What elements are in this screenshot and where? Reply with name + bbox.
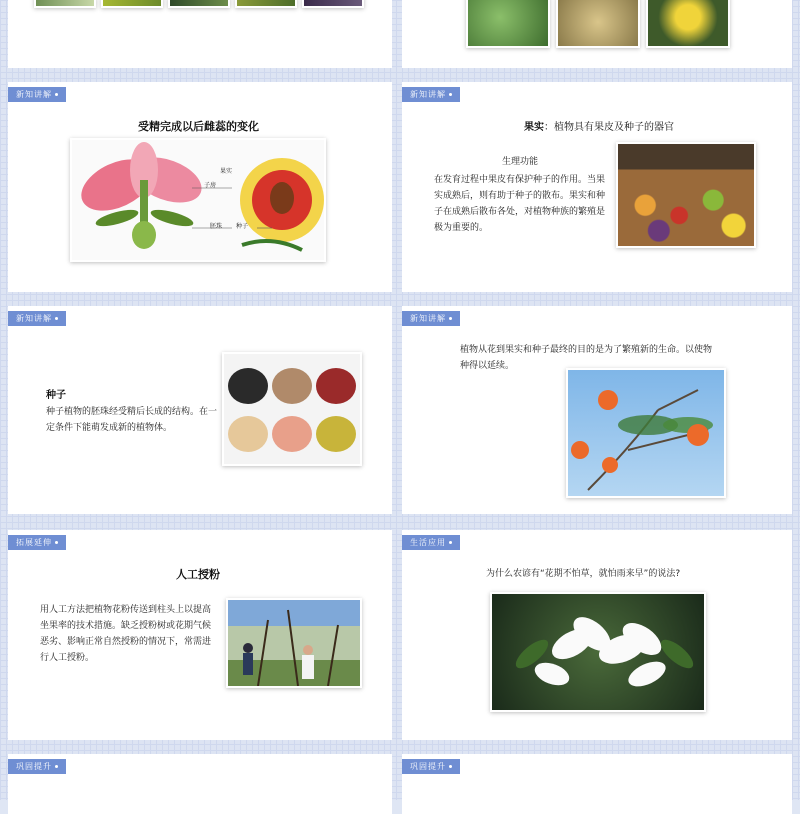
flower-diagram — [70, 138, 326, 262]
slide-seed[interactable] — [8, 306, 392, 514]
slide-life-application[interactable] — [402, 530, 792, 740]
tree-flowers-image — [566, 368, 726, 498]
section-tag: 巩固提升 — [8, 759, 66, 774]
section-tag: 新知讲解 — [8, 87, 66, 102]
diagram-label-fruit: 果实 — [220, 168, 233, 175]
section-tag: 新知讲解 — [402, 87, 460, 102]
seeds-image — [222, 352, 362, 466]
slide-consolidation-right[interactable] — [402, 754, 792, 814]
slide-fruit[interactable] — [402, 82, 792, 292]
slide-reproduction[interactable] — [402, 306, 792, 514]
section-tag: 新知讲解 — [8, 311, 66, 326]
seed-body: 种子植物的胚珠经受精后长成的结构。在一定条件下能萌发成新的植物体。 — [46, 407, 218, 433]
reproduction-body: 植物从花到果实和种子最终的目的是为了繁殖新的生命。以使物种得以延续。 — [460, 345, 713, 371]
thumb-image — [235, 0, 297, 8]
thumb-image — [101, 0, 163, 8]
fruit-definition: ：植物具有果皮及种子的器官 — [544, 122, 674, 133]
plant-image — [466, 0, 550, 48]
slide-fertilization[interactable] — [8, 82, 392, 292]
slide-title: 受精完成以后雌蕊的变化 — [138, 120, 259, 133]
white-lily-image — [490, 592, 706, 712]
diagram-label-seed: 种子 — [236, 223, 249, 230]
diagram-label-ovary: 子房 — [204, 182, 217, 189]
section-tag: 拓展延伸 — [8, 535, 66, 550]
function-body: 在发育过程中果皮有保护种子的作用。当果实成熟后，则有助于种子的散布。果实和种子在成熟后散布各处，对植物种族的繁殖是极为重要的。 — [434, 175, 606, 233]
fruit-term: 果实 — [524, 122, 544, 133]
orchard-image — [226, 598, 362, 688]
orchard-workers-illustration — [228, 600, 360, 686]
function-subtitle: 生理功能 — [502, 157, 539, 167]
question-text: 为什么农谚有“花期不怕草，就怕雨来早”的说法? — [486, 569, 681, 579]
thumb-image — [168, 0, 230, 8]
section-tag: 生活应用 — [402, 535, 460, 550]
plant-image — [646, 0, 730, 48]
slide-top-right[interactable] — [402, 0, 792, 68]
tree-branch-illustration — [568, 370, 724, 496]
slide-title — [524, 118, 674, 133]
section-tag: 新知讲解 — [402, 311, 460, 326]
slide-title: 人工授粉 — [176, 568, 220, 581]
slide-consolidation-left[interactable] — [8, 754, 392, 814]
diagram-label-ovule: 胚珠 — [210, 223, 223, 230]
plant-image — [556, 0, 640, 48]
slide-top-left[interactable] — [8, 0, 392, 68]
thumb-image — [34, 0, 96, 8]
fruit-market-image — [616, 142, 756, 248]
white-flowers-illustration — [492, 594, 704, 710]
thumb-image — [302, 0, 364, 8]
seed-piles-illustration — [224, 354, 360, 464]
seed-heading: 种子 — [46, 390, 66, 401]
section-tag: 巩固提升 — [402, 759, 460, 774]
flower-pistil-illustration — [72, 140, 324, 260]
pollination-body: 用人工方法把植物花粉传送到柱头上以提高坐果率的技术措施。缺乏授粉树或花期气候恶劣、影响正常自然授粉的情况下，常需进行人工授粉。 — [40, 605, 212, 663]
slide-artificial-pollination[interactable] — [8, 530, 392, 740]
